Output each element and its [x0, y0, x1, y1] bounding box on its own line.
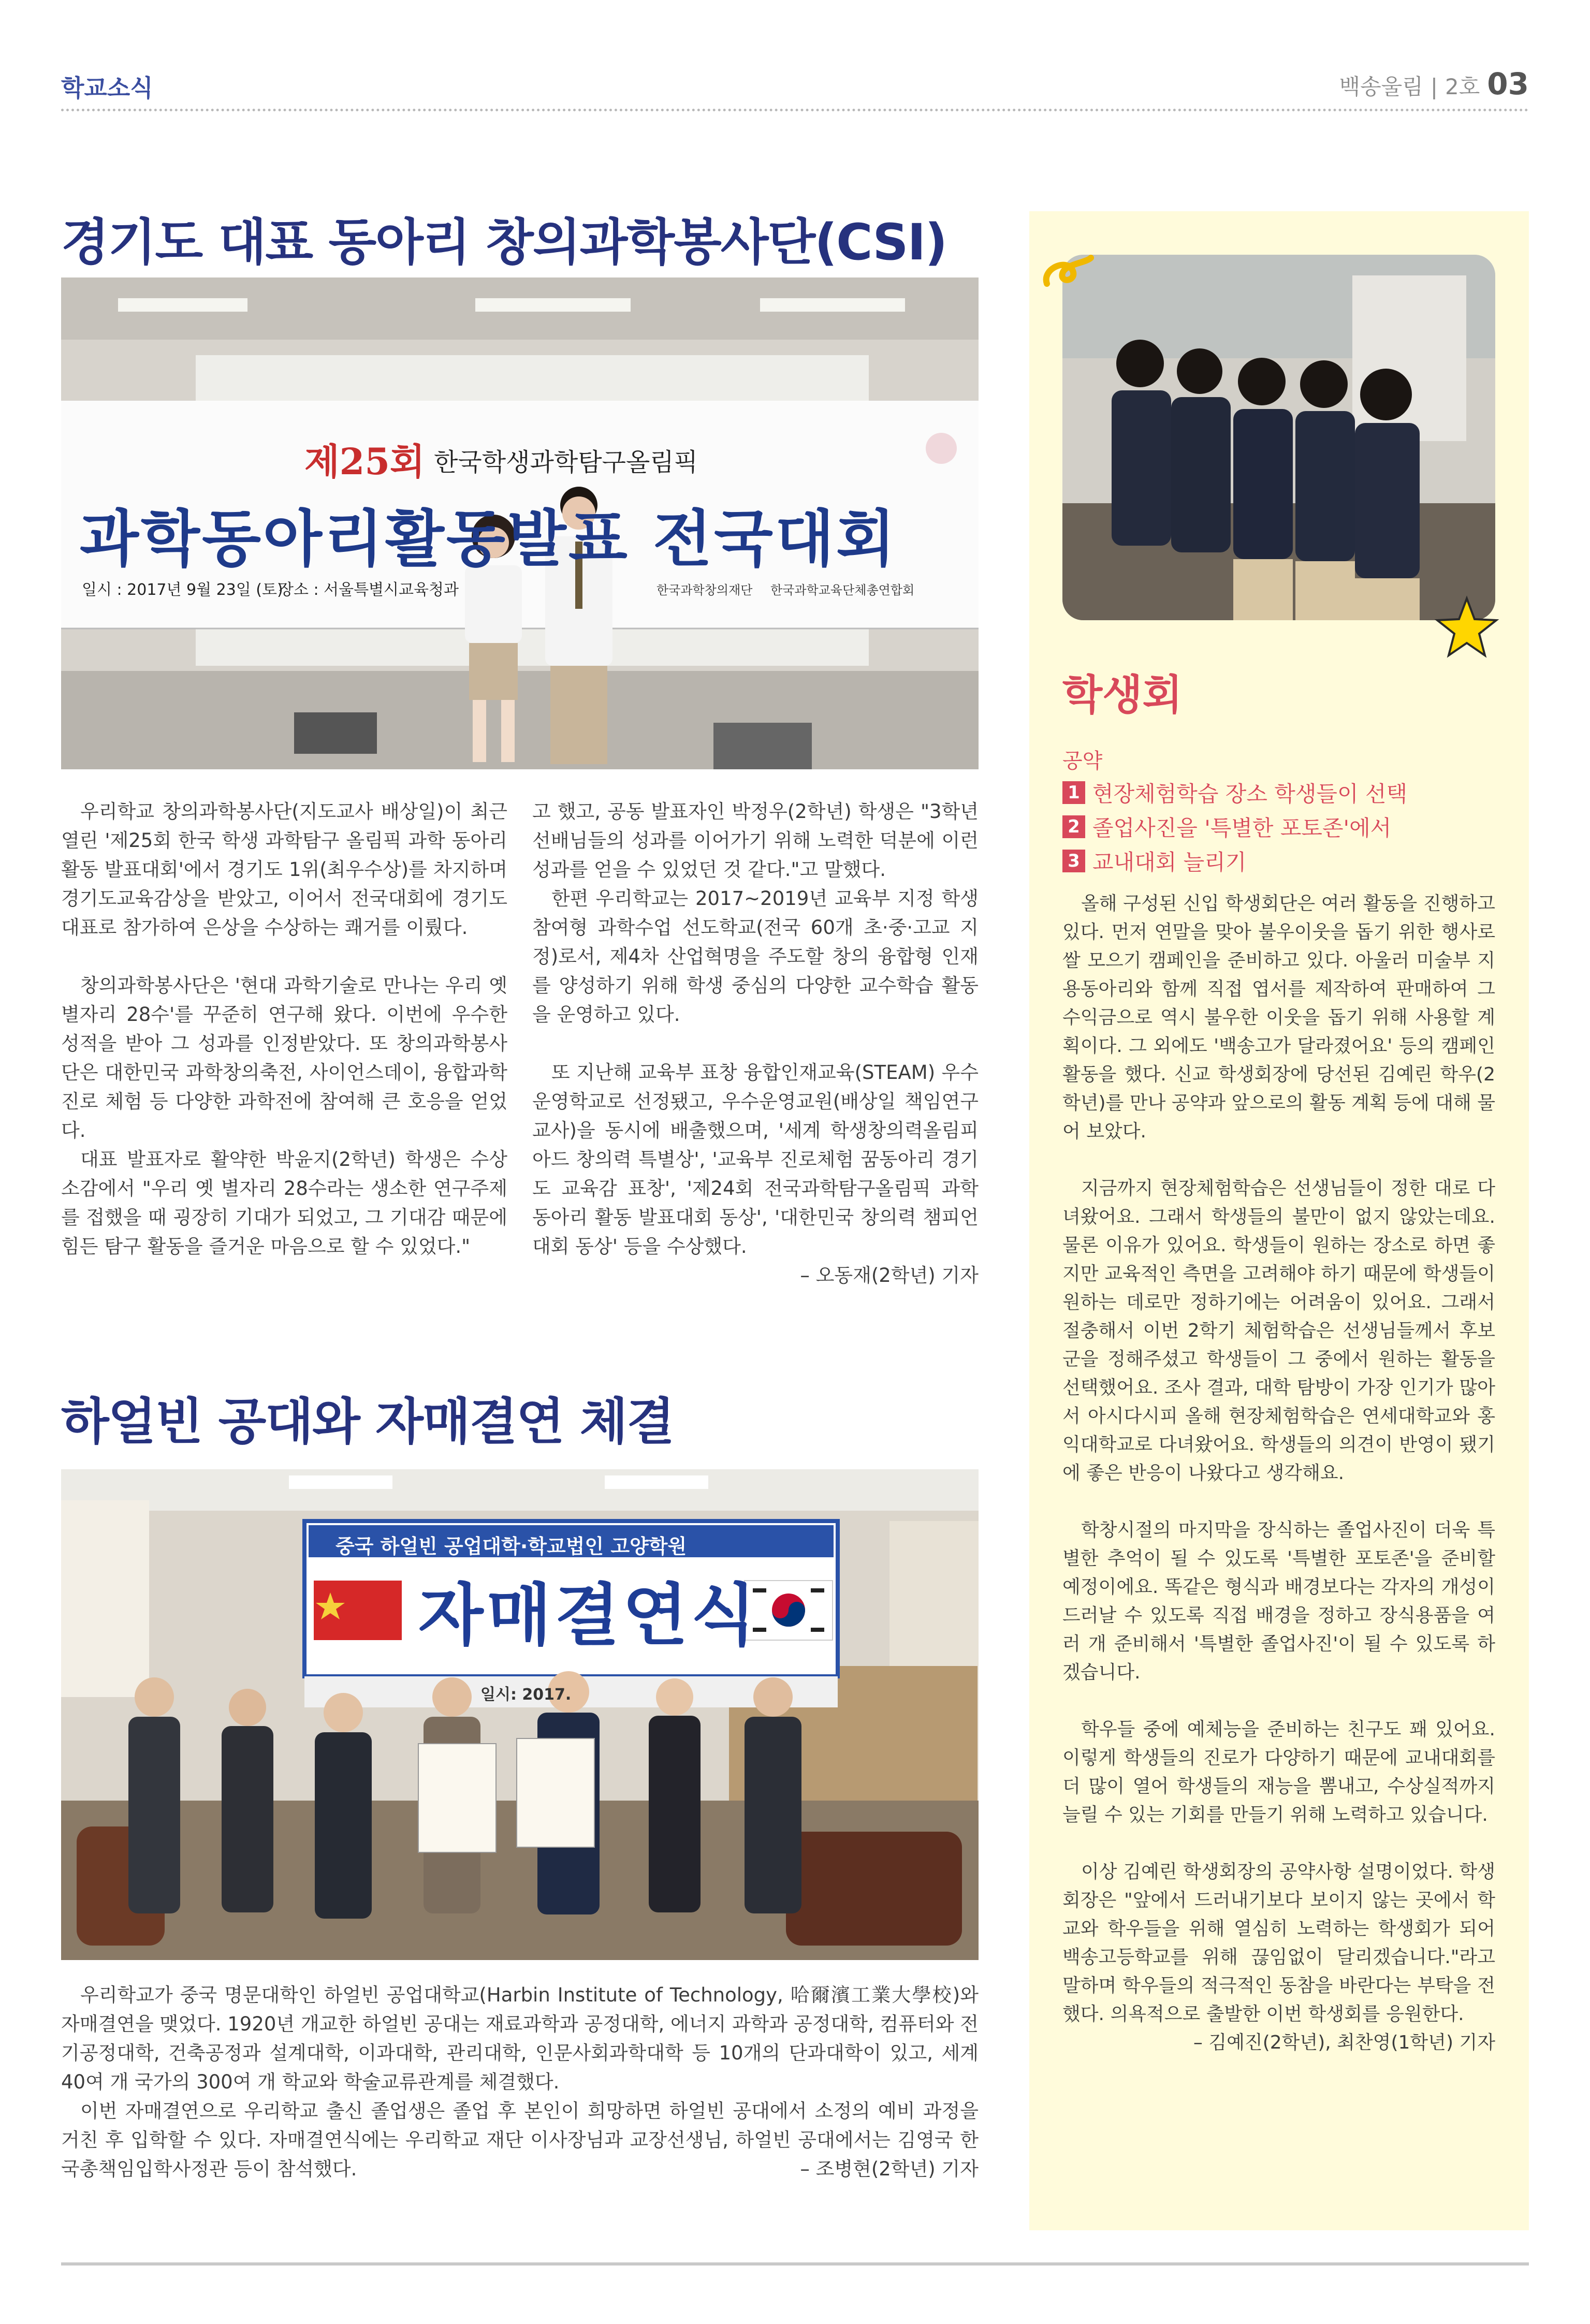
pledge-text: 현장체험학습 장소 학생들이 선택	[1092, 781, 1408, 807]
pledge-list	[1062, 744, 1495, 876]
banner-venue: 장소 : 서울특별시교육청과	[279, 581, 459, 599]
banner-edition: 제25회	[304, 440, 425, 483]
pledge-number: 1	[1062, 781, 1085, 804]
article2-paragraph: 이번 자매결연으로 우리학교 출신 졸업생은 졸업 후 본인이 희망하면 하얼빈 공대에서 소정의 예비 과정을 거친 후 입학할 수 있다. 자매결연식에는 우리학교 재단 이사장님과 교장선생님, 하얼빈 공대에서는 김영국 한국총책임입학사정관 등이 참석했다.	[61, 2100, 979, 2180]
sidebar-byline: – 김예진(2학년), 최찬영(1학년) 기자	[1193, 2032, 1495, 2053]
article2-headline: 하얼빈 공대와 자매결연 체결	[61, 1393, 674, 1451]
page-number: 03	[1487, 66, 1529, 101]
sidebar-paragraph: 학우들 중에 예체능을 준비하는 친구도 꽤 있어요. 이렇게 학생들의 진로가 다양하기 때문에 교내대회를 더 많이 열어 학생들의 재능을 뽐내고, 수상실적까지 늘릴 수 있는 기회를 만들기 위해 노력하고 있습니다.	[1062, 1719, 1495, 1825]
banner-decoration	[926, 433, 957, 464]
pledge-item	[1062, 811, 1495, 842]
pledge-number: 2	[1062, 815, 1085, 838]
star-decoration-icon	[1433, 594, 1500, 662]
banner-title: 자매결연식	[418, 1576, 759, 1655]
article1-headline: 경기도 대표 동아리 창의과학봉사단(CSI)	[61, 213, 947, 271]
article2-paragraph: 우리학교가 중국 명문대학인 하얼빈 공업대학교(Harbin Institute of Technology, 哈爾濱工業大學校)와 자매결연을 맺었다. 1920년 개교한 하얼빈 공대는 재료과학과 공정대학, 에너지 과학과 공정대학, 컴퓨터와 전기공정대학, 건축공정과 설계대학, 이과대학, 관리대학, 인문사회과학대학 등 10개의 단과대학이 있고, 세계 40여 개 국가의 300여 개 학교와 학술교류관계를 체결했다.	[61, 1984, 979, 2093]
pledge-text: 교내대회 늘리기	[1092, 850, 1247, 875]
article1-column1	[61, 797, 507, 1261]
student-council-sidebar	[1029, 211, 1529, 2230]
pledge-item	[1062, 845, 1495, 876]
article2-photo	[61, 1469, 979, 1960]
banner-subtitle: 중국 하얼빈 공업대학·학교법인 고양학원	[335, 1535, 687, 1558]
article2-body	[61, 1981, 979, 2184]
student-council-photo	[1062, 255, 1495, 620]
article1-paragraph: 우리학교 창의과학봉사단(지도교사 배상일)이 최근 열린 '제25회 한국 학생 과학탐구 올림픽 과학 동아리 활동 발표대회'에서 경기도 1위(최우수상)를 차지하며 경기도교육감상을 받았고, 이어서 전국대회에 경기도 대표로 참가하여 은상을 수상하는 쾌거를 이뤘다.	[61, 800, 507, 939]
article1-paragraph: 고 했고, 공동 발표자인 박정우(2학년) 학생은 "3학년 선배님들의 성과를 이어가기 위해 노력한 덕분에 이런 성과를 얻을 수 있었던 것 같다."고 말했다.	[532, 800, 979, 881]
publication-name: 백송울림	[1339, 74, 1423, 99]
banner-date: 일시: 2017.	[480, 1686, 572, 1704]
footer-divider	[61, 2262, 1529, 2265]
article1-byline: – 오동재(2학년) 기자	[800, 1264, 979, 1287]
banner-event-name: 한국학생과학탐구올림픽	[434, 448, 698, 477]
banner-org1: 한국과학창의재단	[657, 583, 753, 597]
sidebar-paragraph: 지금까지 현장체험학습은 선생님들이 정한 대로 다녀왔어요. 그래서 학생들의 불만이 없지 않았는데요. 물론 이유가 있어요. 학생들이 원하는 장소로 하면 좋지만 교육적인 측면을 고려해야 하기 때문에 학생들이 원하는 데로만 정하기에는 어려움이 있어요. 그래서 절충해서 이번 2학기 체험학습은 선생님들께서 후보군을 정해주셨고 학생들이 그 중에서 원하는 활동을 선택했어요. 조사 결과, 대학 탐방이 가장 인기가 많아서 아시다시피 올해 현장체험학습은 연세대학교와 홍익대학교로 다녀왔어요. 학생들의 의견이 반영이 됐기에 좋은 반응이 나왔다고 생각해요.	[1062, 1178, 1495, 1484]
article1-paragraph: 한편 우리학교는 2017~2019년 교육부 지정 학생 참여형 과학수업 선도학교(전국 60개 초·중·고교 지정)로서, 제4차 산업혁명을 주도할 창의 융합형 인재를 양성하기 위해 학생 중심의 다양한 교수학습 활동을 운영하고 있다.	[532, 887, 979, 1026]
banner-org2: 한국과학교육단체총연합회	[770, 583, 915, 597]
page-header-info	[1339, 66, 1529, 101]
pledge-text: 졸업사진을 '특별한 포토존'에서	[1092, 815, 1392, 841]
banner-date: 일시 : 2017년 9월 23일 (토)	[82, 581, 283, 599]
article2-byline: – 조병현(2학년) 기자	[800, 2158, 979, 2180]
article1-paragraph: 창의과학봉사단은 '현대 과학기술로 만나는 우리 옛 별자리 28수'를 꾸준히 연구해 왔다. 이번에 우수한 성적을 받아 그 성과를 인정받았다. 또 창의과학봉사단은 대한민국 과학창의축전, 사이언스데이, 융합과학진로 체험 등 다양한 과학전에 참여해 큰 호응을 얻었다.	[61, 974, 507, 1142]
pledge-item	[1062, 777, 1495, 808]
article1-paragraph: 대표 발표자로 활약한 박윤지(2학년) 학생은 수상소감에서 "우리 옛 별자리 28수라는 생소한 연구주제를 접했을 때 굉장히 기대가 되었고, 그 기대감 때문에 힘든 탐구 활동을 즐거운 마음으로 할 수 있었다."	[61, 1148, 507, 1258]
article1-paragraph: 또 지난해 교육부 표창 융합인재교육(STEAM) 우수 운영학교로 선정됐고, 우수운영교원(배상일 책임연구교사)을 동시에 배출했으며, '세계 학생창의력올림피아드 창의력 특별상', '교육부 진로체험 꿈동아리 경기도 교육감 표창', '제24회 전국과학탐구올림픽 과학 동아리 활동 발표대회 동상', '대한민국 창의력 챔피언대회 동상' 등을 수상했다.	[532, 1061, 979, 1258]
sidebar-paragraph: 학창시절의 마지막을 장식하는 졸업사진이 더욱 특별한 추억이 될 수 있도록 '특별한 포토존'을 준비할 예정이에요. 똑같은 형식과 배경보다는 각자의 개성이 드러날 수 있도록 직접 배경을 정하고 장식용품을 여러 개 준비해서 '특별한 졸업사진'이 될 수 있도록 하겠습니다.	[1062, 1519, 1495, 1683]
sidebar-paragraph: 이상 김예린 학생회장의 공약사항 설명이었다. 학생회장은 "앞에서 드러내기보다 보이지 않는 곳에서 학교와 학우들을 위해 열심히 노력하는 학생회가 되어 백송고등학교를 위해 끊임없이 달리겠습니다."라고 말하며 학우들의 적극적인 동참을 바란다는 부탁을 전했다. 의욕적으로 출발한 이번 학생회를 응원한다.	[1062, 1861, 1495, 2025]
issue-number: 2호	[1445, 74, 1480, 99]
sidebar-title: 학생회	[1062, 671, 1183, 719]
sidebar-paragraph: 올해 구성된 신입 학생회단은 여러 활동을 진행하고 있다. 먼저 연말을 맞아 불우이웃을 돕기 위한 행사로 쌀 모으기 캠페인을 준비하고 있다. 아울러 미술부 지용동아리와 함께 직접 엽서를 제작하여 판매하여 그 수익금으로 역시 불우한 이웃을 돕기 위해 사용할 계획이다. 그 외에도 '백송고가 달라졌어요' 등의 캠페인 활동을 했다. 신교 학생회장에 당선된 김예린 학우(2학년)를 만나 공약과 앞으로의 활동 계획 등에 대해 물어 보았다.	[1062, 893, 1495, 1142]
china-flag	[314, 1581, 402, 1640]
header-separator: |	[1430, 74, 1438, 99]
article1-photo	[61, 277, 979, 769]
swirl-decoration-icon	[1037, 247, 1099, 299]
section-label: 학교소식	[61, 74, 153, 102]
sidebar-body	[1062, 889, 1495, 2057]
article1-column2	[532, 797, 979, 1290]
banner-main-title: 과학동아리활동발표 전국대회	[80, 503, 897, 575]
pledge-heading: 공약	[1062, 749, 1103, 773]
pledge-number: 3	[1062, 850, 1085, 872]
header-divider	[61, 109, 1529, 111]
